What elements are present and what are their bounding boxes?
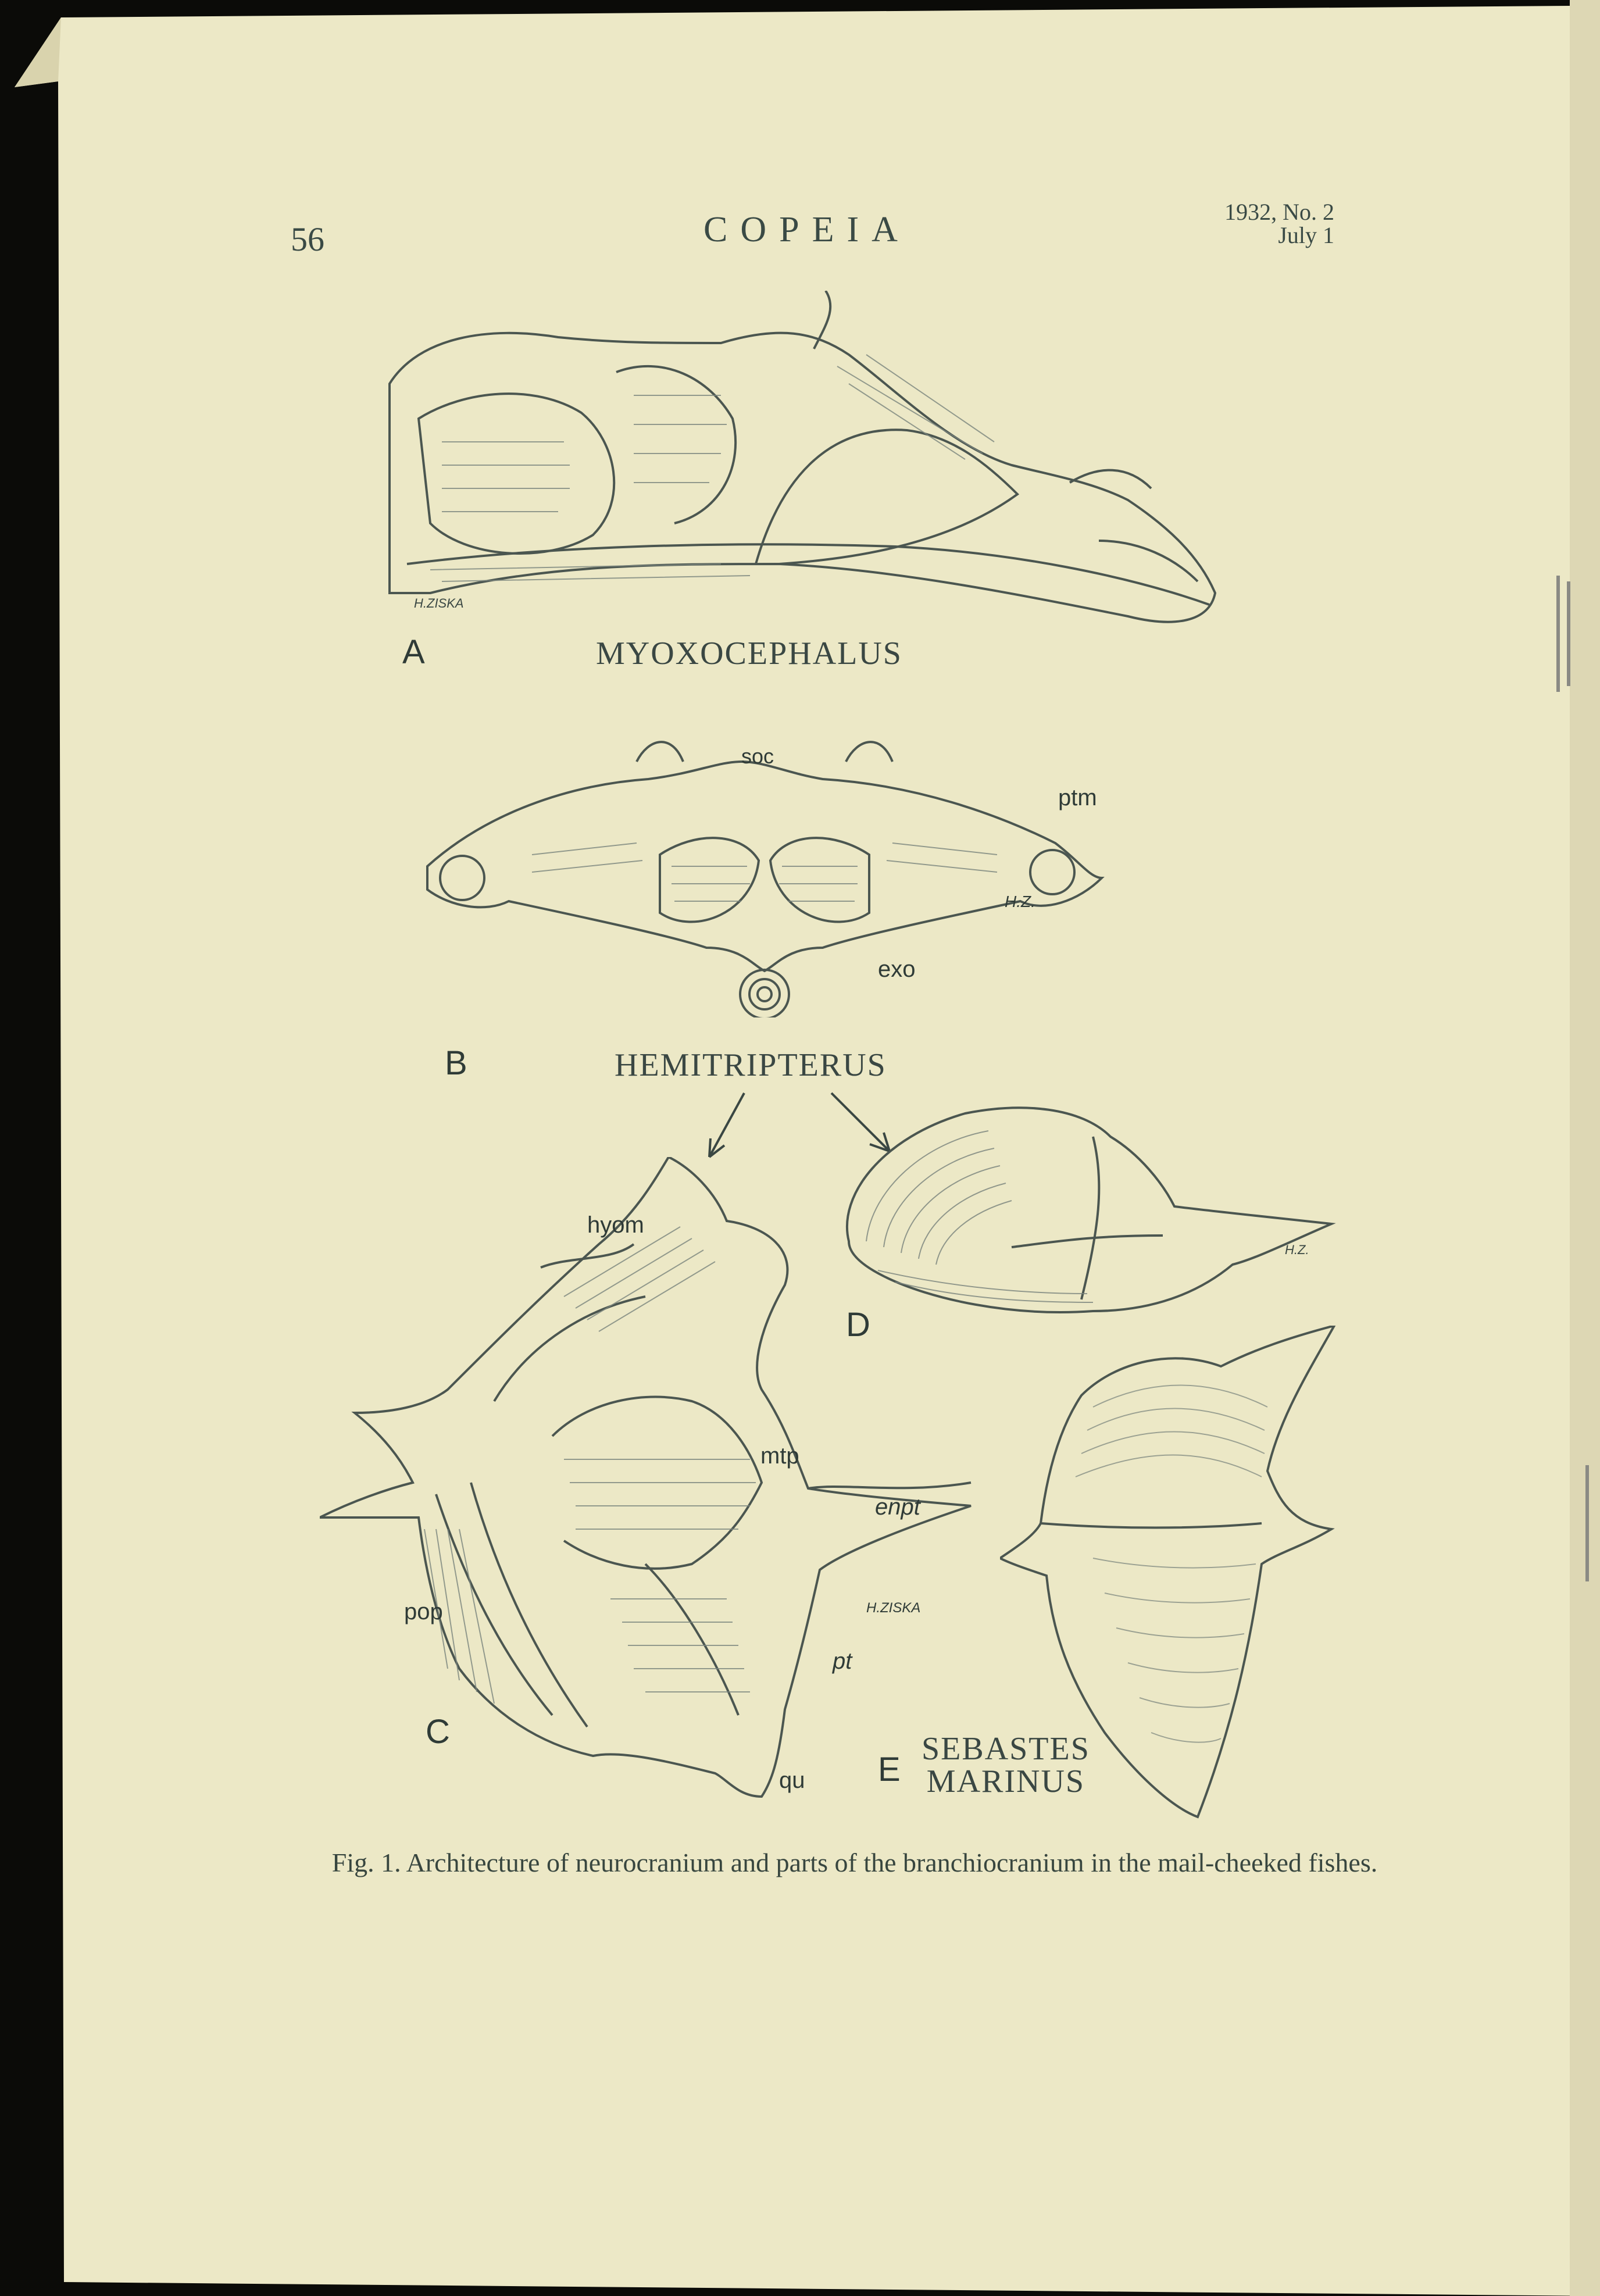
journal-title: COPEIA bbox=[703, 210, 910, 249]
panel-letter-b: B bbox=[445, 1044, 467, 1082]
species-label-b: HEMITRIPTERUS bbox=[615, 1047, 887, 1083]
issue-info bbox=[1206, 201, 1334, 247]
label-soc: soc bbox=[741, 744, 774, 768]
panel-letter-d: D bbox=[846, 1306, 870, 1344]
artist-signature-d: H.Z. bbox=[1285, 1242, 1309, 1257]
species-label-e-line1: SEBASTES bbox=[922, 1731, 1090, 1767]
species-label-a: MYOXOCEPHALUS bbox=[596, 635, 902, 672]
label-ptm: ptm bbox=[1058, 785, 1097, 810]
label-hyom: hyom bbox=[587, 1212, 644, 1238]
panel-letter-c: C bbox=[426, 1713, 450, 1751]
issue-number: 1932, No. 2 bbox=[1224, 199, 1334, 225]
staples bbox=[1535, 558, 1600, 1605]
drawing-b-skull bbox=[416, 727, 1113, 1017]
panel-letter-e: E bbox=[878, 1751, 901, 1788]
species-label-e-line2: MARINUS bbox=[926, 1763, 1085, 1799]
label-enpt: enpt bbox=[875, 1494, 920, 1520]
label-pop: pop bbox=[404, 1599, 443, 1624]
label-pt: pt bbox=[833, 1648, 852, 1674]
artist-signature-b: H.Z. bbox=[1005, 892, 1035, 910]
drawing-a-skull bbox=[372, 291, 1267, 651]
figure-caption: Fig. 1. Architecture of neurocranium and parts of the branchiocranium in the mail-cheeked fishes. bbox=[331, 1848, 1378, 1877]
artist-signature-a: H.ZISKA bbox=[414, 596, 464, 610]
label-mtp: mtp bbox=[760, 1443, 799, 1469]
species-label-e bbox=[922, 1733, 1090, 1798]
drawing-d-scale bbox=[837, 1102, 1337, 1323]
issue-date: July 1 bbox=[1278, 222, 1334, 248]
label-exo: exo bbox=[878, 956, 916, 982]
page-number: 56 bbox=[291, 220, 324, 258]
panel-letter-a: A bbox=[402, 633, 425, 671]
label-qu: qu bbox=[779, 1767, 805, 1793]
artist-signature-c: H.ZISKA bbox=[866, 1600, 921, 1616]
